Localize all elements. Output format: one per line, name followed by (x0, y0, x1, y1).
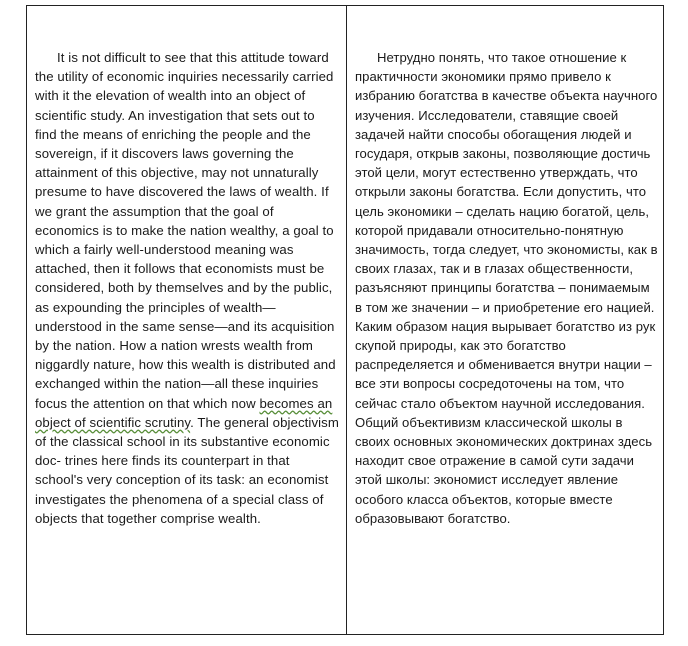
russian-text: Нетрудно понять, что такое отношение к практичности экономики прямо привело к избранию богатства в качестве объекта научного изучения. Исследователи, ставящие своей задачей найти способы обогащения людей и государя, открыв законы, позволяющие достичь этой цели, могут естественно утверждать, что открыли законы богатства. Если допустить, что цель экономики – сделать нацию богатой, цель, которой придавали относительно-понятную значимость, тогда следует, что экономисты, как в своих глазах, так и в глазах общественности, разъясняют принципы богатства – понимаемым в том же значении – и приобретение его нацией. Каким образом нация вырывает богатство из рук скупой природы, как это богатство распределяется и обменивается внутри нации – все эти вопросы сосредоточены на том, что сейчас стало объектом научной исследования. Общий объективизм классической школы в своих основных экономических доктринах здесь находит свое отражение в самой сути задачи этой школы: экономист исследует явление особого класса объектов, которые вместе образовывают богатство. (355, 50, 658, 526)
spellcheck-underlined-phrase[interactable]: becomes an object of scientific scrutiny (35, 395, 333, 430)
translation-table (26, 5, 664, 635)
english-text-part-2: . The general objectivism of the classical school in its substantive economic doc- trines here finds its counterpart in that school's very conception of its task: an economist investigates the phenomena of a special class of objects that together comprise wealth. (35, 414, 339, 526)
english-paragraph[interactable] (35, 48, 340, 528)
english-column (27, 6, 347, 634)
english-text-part-1: It is not difficult to see that this attitude toward the utility of economic inquiries necessarily carried with it the elevation of wealth into an object of scientific study. An investigation that sets out to find the means of enriching the people and the sovereign, if it discovers laws governing the attainment of this objective, may not unnaturally presume to have discovered the laws of wealth. If we grant the assumption that the goal of economics is to make the nation wealthy, a goal to which a fairly well-understood meaning was attached, then it follows that economists must be considered, both by themselves and by the public, as expounding the principles of wealth—understood in the same sense—and its acquisition by the nation. How a nation wrests wealth from niggardly nature, how this wealth is distributed and exchanged within the nation—all these inquiries focus the attention on that which now (35, 50, 336, 411)
russian-paragraph[interactable] (355, 48, 659, 528)
russian-column (347, 6, 663, 634)
